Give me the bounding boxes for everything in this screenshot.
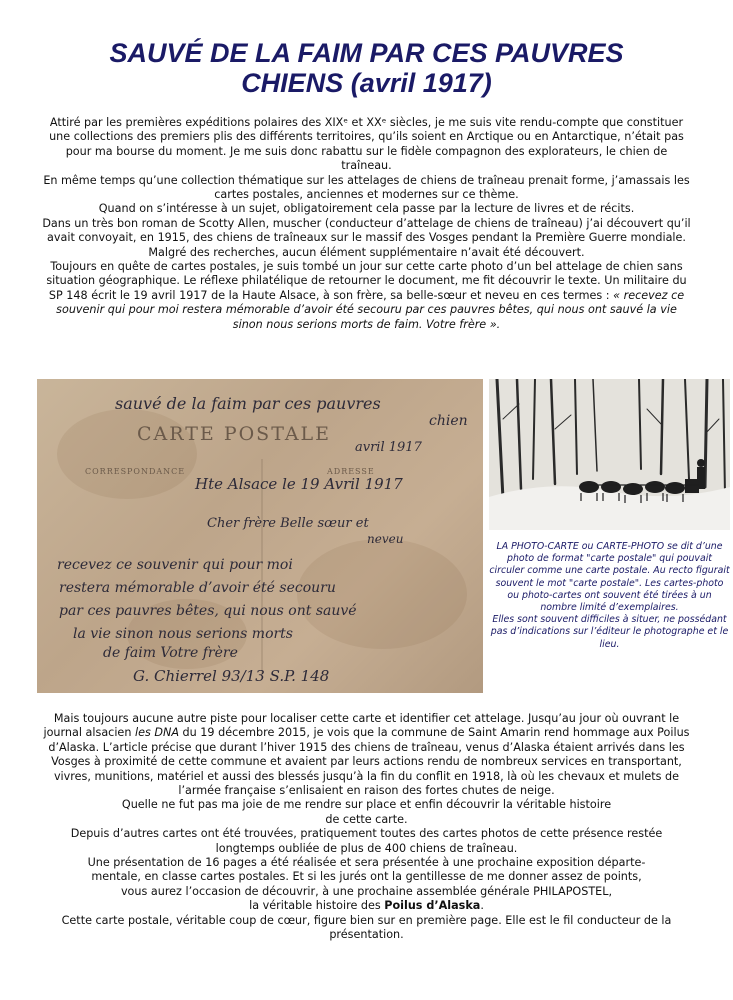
intro-text-run: Toujours en quête de cartes postales, je suis tombé un jour sur cette carte photo d’un bel attelage de chien sans situation géographique. Le réflexe philatélique de retourner le document, me fit découvrir le texte. Un militaire du SP 148 écrit le 19 avril 1917 de la Haute Alsace, à son frère, sa belle-sœur et neveu en ces termes :	[46, 260, 687, 302]
photo-caption	[489, 541, 730, 651]
postcard-printed-header: CARTE POSTALE	[137, 423, 332, 445]
postcard-handwriting	[37, 379, 483, 693]
postcard-back-image	[37, 379, 483, 693]
body-text-run: du 19 décembre 2015, je vois que la commune de Saint Amarin rend hommage aux Poilus d’Alaska. L’article précise que durant l’hiver 1915 des chiens de traîneau, venus d’Alaska étaient arrivés dans les Vosges à proximité de cette commune et avaient par leurs actions rendu de nombreux services en transportant, vivres, munitions, matériel et aussi des blessés jusqu’à la fin du conflit en 1918, là où les chevaux et mulets de l’armée française s’enlisaient en raison des fortes chutes de neige.	[48, 726, 690, 798]
postcard-label-correspondance: CORRESPONDANCE	[85, 467, 186, 476]
body-text-run: la véritable histoire des	[249, 899, 381, 913]
handwritten-signature: G. Chierrel 93/13 S.P. 148	[133, 667, 330, 685]
handwritten-line: Hte Alsace le 19 Avril 1917	[195, 475, 403, 493]
newspaper-name: les DNA	[134, 726, 179, 740]
soldier-quote: « recevez ce souvenir qui pour moi restera mémorable d’avoir été secouru par ces pauvres bêtes, qui nous ont sauvé la vie sinon nous serions morts de faim. Votre frère ».	[56, 288, 685, 331]
poilus-alaska-highlight: Poilus d’Alaska	[384, 899, 481, 913]
body-text-run: mentale, en classe cartes postales. Et si les jurés ont la gentillesse de me donner assez de points,	[91, 870, 642, 884]
postcard-label-adresse: ADRESSE	[327, 467, 375, 476]
intro-paragraph: Malgré des recherches, aucun élément supplémentaire n’avait été découvert.	[148, 245, 585, 259]
handwritten-line: de faim Votre frère	[103, 645, 238, 661]
body-paragraph: Cette carte postale, véritable coup de cœur, figure bien sur en première page. Elle est le fil conducteur de la présentation.	[61, 913, 672, 942]
handwritten-line: Cher frère Belle sœur et	[207, 516, 369, 531]
body-paragraph	[40, 856, 693, 914]
caption-paragraph: Elles sont souvent difficiles à situer, ne possédant pas d’indications sur l’éditeur le photographe et le lieu.	[490, 614, 729, 650]
handwritten-line: sauvé de la faim par ces pauvres	[115, 394, 381, 413]
handwritten-line: chien	[429, 413, 468, 429]
handwritten-line: par ces pauvres bêtes, qui nous ont sauvé	[59, 603, 357, 619]
handwritten-line: la vie sinon nous serions morts	[73, 626, 293, 642]
intro-text	[40, 116, 693, 332]
body-text-run: vous aurez l’occasion de découvrir, à une prochaine assemblée générale PHILAPOSTEL,	[120, 884, 613, 898]
body-paragraph: Depuis d’autres cartes ont été trouvées, pratiquement toutes des cartes photos de cette présence restée longtemps oubliée de plus de 400 chiens de traîneau.	[70, 827, 663, 855]
handwritten-line: restera mémorable d’avoir été secouru	[59, 580, 336, 596]
title-line-2: CHIENS (avril 1917)	[241, 68, 492, 98]
intro-paragraph	[40, 260, 693, 332]
dog-sled-photo-scene	[489, 379, 730, 530]
body-text-run: de cette carte.	[325, 812, 408, 826]
body-text-run: Mais toujours aucune autre piste pour localiser cette carte et identifier cet attelage. Jusqu’au jour où ouvrant le journal alsacien	[43, 712, 680, 740]
body-text-run: .	[480, 899, 484, 913]
body-paragraph	[40, 798, 693, 827]
handwritten-line: recevez ce souvenir qui pour moi	[57, 557, 293, 573]
intro-paragraph: Quand on s’intéresse à un sujet, obligatoirement cela passe par la lecture de livres et de récits.	[98, 202, 635, 216]
body-paragraph	[40, 712, 693, 798]
body-text-run: Une présentation de 16 pages a été réalisée et sera présentée à une prochaine exposition départe-	[87, 856, 646, 870]
dog-sled-photo	[489, 379, 730, 530]
article-title	[0, 38, 733, 98]
closing-text	[40, 712, 693, 943]
body-text-run: Quelle ne fut pas ma joie de me rendre sur place et enfin découvrir la véritable histoire	[121, 798, 612, 812]
handwritten-line: avril 1917	[355, 440, 422, 455]
intro-paragraph: En même temps qu’une collection thématique sur les attelages de chiens de traîneau prenait forme, j’amassais les cartes postales, anciennes et modernes sur ce thème.	[43, 173, 690, 202]
intro-paragraph: Attiré par les premières expéditions polaires des XIXᵉ et XXᵉ siècles, je me suis vite rendu-compte que constituer une collections des premiers plis des différents territoires, qu’ils soient en Arctique ou en Antarctique, n’était pas pour ma bourse du moment. Je me suis donc rabattu sur le fidèle compagnon des explorateurs, le chien de traîneau.	[49, 116, 684, 173]
handwritten-line: neveu	[367, 532, 404, 546]
caption-paragraph: LA PHOTO-CARTE ou CARTE-PHOTO se dit d’une photo de format "carte postale" qui pouvait circuler comme une carte postale. Au recto figurait souvent le mot "carte postale". Les cartes-photo ou photo-cartes ont souvent été tirées à un nombre limité d’exemplaires.	[489, 541, 730, 614]
title-line-1: SAUVÉ DE LA FAIM PAR CES PAUVRES	[109, 38, 624, 68]
intro-paragraph: Dans un très bon roman de Scotty Allen, muscher (conducteur d’attelage de chiens de traîneau) j’ai découvert qu’il avait convoyait, en 1915, des chiens de traîneaux sur le massif des Vosges pendant la Première Guerre mondiale.	[42, 216, 691, 245]
